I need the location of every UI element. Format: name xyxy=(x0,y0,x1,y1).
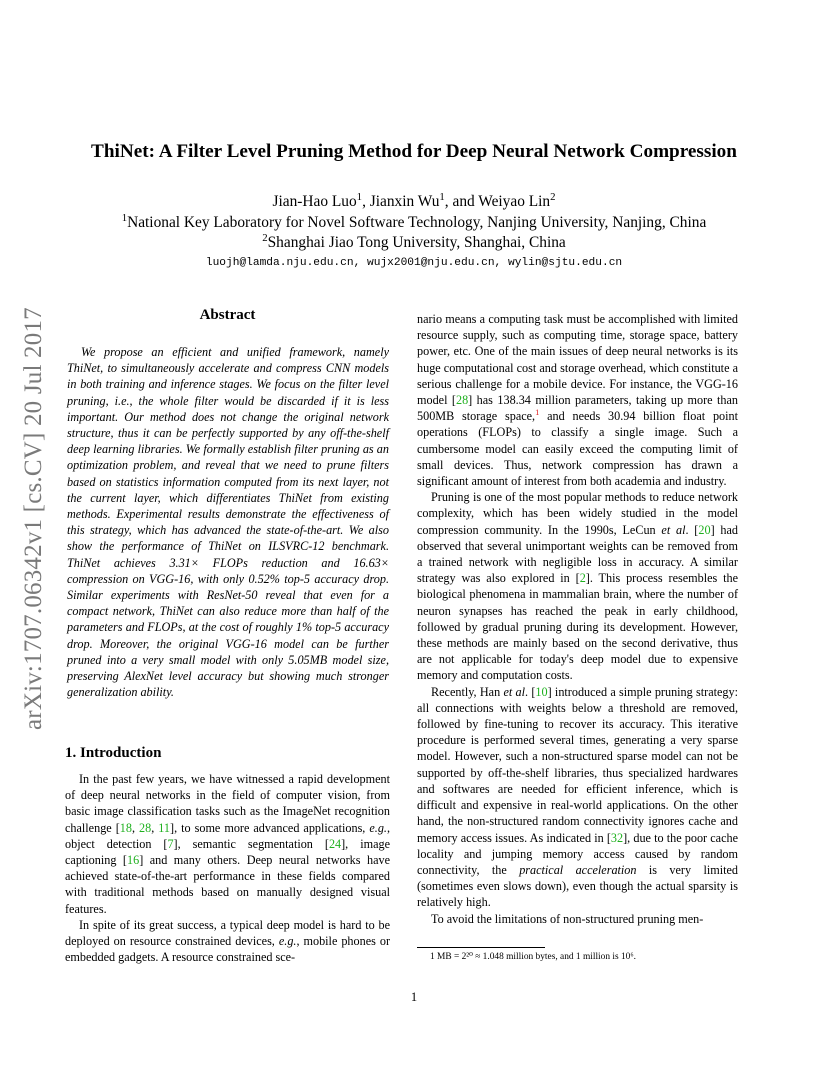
citation-link[interactable]: 2 xyxy=(579,571,586,586)
author-emails: luojh@lamda.nju.edu.cn, wujx2001@nju.edu.cn, wylin@sjtu.edu.cn xyxy=(205,257,623,269)
intro-paragraph-1: In the past few years, we have witnessed a rapid development of deep neural networks in the field of computer vision, from basic image classification tasks such as the ImageNet recognition challenge [18, 28, 11], to some more advanced applications, e.g., object detection [7], semantic segmentation [24], image captioning [16] and many others. Deep neural networks have achieved state-of-the-art performance in these fields compared with traditional methods based on manually designed visual features. xyxy=(65,772,391,916)
introduction-heading: 1. Introduction xyxy=(65,745,162,761)
citation-link[interactable]: 16 xyxy=(127,853,140,868)
paper-title: ThiNet: A Filter Level Pruning Method for Deep Neural Network Compression xyxy=(91,141,737,162)
affiliation-1: $^1$National Key Laboratory for Novel Software Technology, Nanjing University, Nanjing, China xyxy=(121,211,707,231)
citation-link[interactable]: 28 xyxy=(139,820,152,835)
right-column xyxy=(417,311,738,927)
right-paragraph-4: To avoid the limitations of non-structured pruning men- xyxy=(431,911,704,926)
intro-paragraph-2: In spite of its great success, a typical deep model is hard to be deployed on resource constrained devices, e.g., mobile phones or embedded gadgets. A resource constrained sce- xyxy=(65,917,391,965)
citation-link[interactable]: 7 xyxy=(167,836,174,851)
citation-link[interactable]: 28 xyxy=(455,393,469,408)
citation-link[interactable]: 20 xyxy=(698,522,711,537)
authors-line: Jian-Hao Luo$^1$, Jianxin Wu$^1$, and Weiyao Lin$^2$ xyxy=(272,190,556,210)
arxiv-watermark: arXiv:1707.06342v1 [cs.CV] 20 Jul 2017 xyxy=(20,307,47,730)
abstract-text: We propose an efficient and unified framework, namely ThiNet, to simultaneously accelerate and compress CNN models in both training and inference stages. We focus on the filter level pruning, i.e., the whole filter would be discarded if it is less important. Our method does not change the original network structure, thus it can be perfectly supported by any off-the-shelf deep learning libraries. We formally establish filter pruning as an optimization problem, and reveal that we need to prune filters based on statistics information computed from its next layer, not the current layer, which differentiates ThiNet from existing methods. Experimental results demonstrate the effectiveness of this strategy, which has advanced the state-of-the-art. We also show the performance of ThiNet on ILSVRC-12 benchmark. ThiNet achieves 3.31× FLOPs reduction and 16.63× compression on VGG-16, with only 0.52% top-5 accuracy drop. Similar experiments with ResNet-50 reveal that even for a compact network, ThiNet can also reduce more than half of the parameters and FLOPs, at the cost of roughly 1% top-5 accuracy drop. Moreover, the original VGG-16 model can be further pruned into a very small model with only 5.05MB model size, preserving AlexNet level accuracy but showing much stronger generalization ability. xyxy=(67,345,389,700)
citation-link[interactable]: 32 xyxy=(610,830,624,845)
right-paragraph-3: Recently, Han et al. [10] introduced a simple pruning strategy: all connections with weights below a threshold are removed, followed by fine-tuning to recover its accuracy. This iterative procedure is performed several times, generating a very sparse model. However, such a non-structured sparse model can not be supported by off-the-shelf libraries, thus specialized hardwares and softwares are needed for efficient inference, which is difficult and expensive in real-world applications. On the other hand, the non-structured random connectivity ignores cache and memory access issues. As indicated in [32], due to the poor cache locality and jumping memory access caused by random connectivity, the practical acceleration is very limited (sometimes even slows down), even though the actual sparsity is relatively high. xyxy=(417,684,738,910)
right-paragraph-1: nario means a computing task must be accomplished with limited resource supply, such as computing time, storage space, battery power, etc. One of the main issues of deep neural networks is its huge computational cost and storage overhead, which constitute a serious challenge for a mobile device. For instance, the VGG-16 model [28] has 138.34 million parameters, taking up more than 500MB storage space,$^1$ and needs 30.94 billion float point operations (FLOPs) to classify a single image. Such a cumbersome model can easily exceed the computing limit of small devices. Thus, network compression has drawn a significant amount of interest from both academia and industry. xyxy=(417,312,738,489)
citation-link[interactable]: 24 xyxy=(328,836,342,851)
citation-link[interactable]: 10 xyxy=(535,684,548,699)
right-paragraph-2: Pruning is one of the most popular methods to reduce network complexity, which has been widely studied in the model compression community. In the 1990s, LeCun et al. [20] had observed that several unimportant weights can be removed from a trained network with negligible loss in accuracy. A similar strategy was also explored in [2]. This process resembles the biological phenomena in mammalian brain, where the number of neuron synapses has reached the peak in early childhood, followed by gradual pruning during its development. However, these methods are mainly based on the second derivative, thus are not applicable for today's deep model due to expensive memory and computation costs. xyxy=(417,490,739,683)
footnote-rule xyxy=(417,947,545,948)
affiliation-2: $^2$Shanghai Jiao Tong University, Shanghai, China xyxy=(262,231,566,251)
citation-link[interactable]: 18 xyxy=(119,820,132,835)
introduction-left-column xyxy=(65,771,390,965)
footnote: 1 MB = 2²⁰ ≈ 1.048 million bytes, and 1 million is 10⁶. xyxy=(430,952,636,962)
abstract-heading: Abstract xyxy=(199,307,256,323)
citation-link[interactable]: 11 xyxy=(158,820,171,835)
page-number: 1 xyxy=(410,990,418,1004)
footnote-marker[interactable]: 1 xyxy=(535,407,540,418)
